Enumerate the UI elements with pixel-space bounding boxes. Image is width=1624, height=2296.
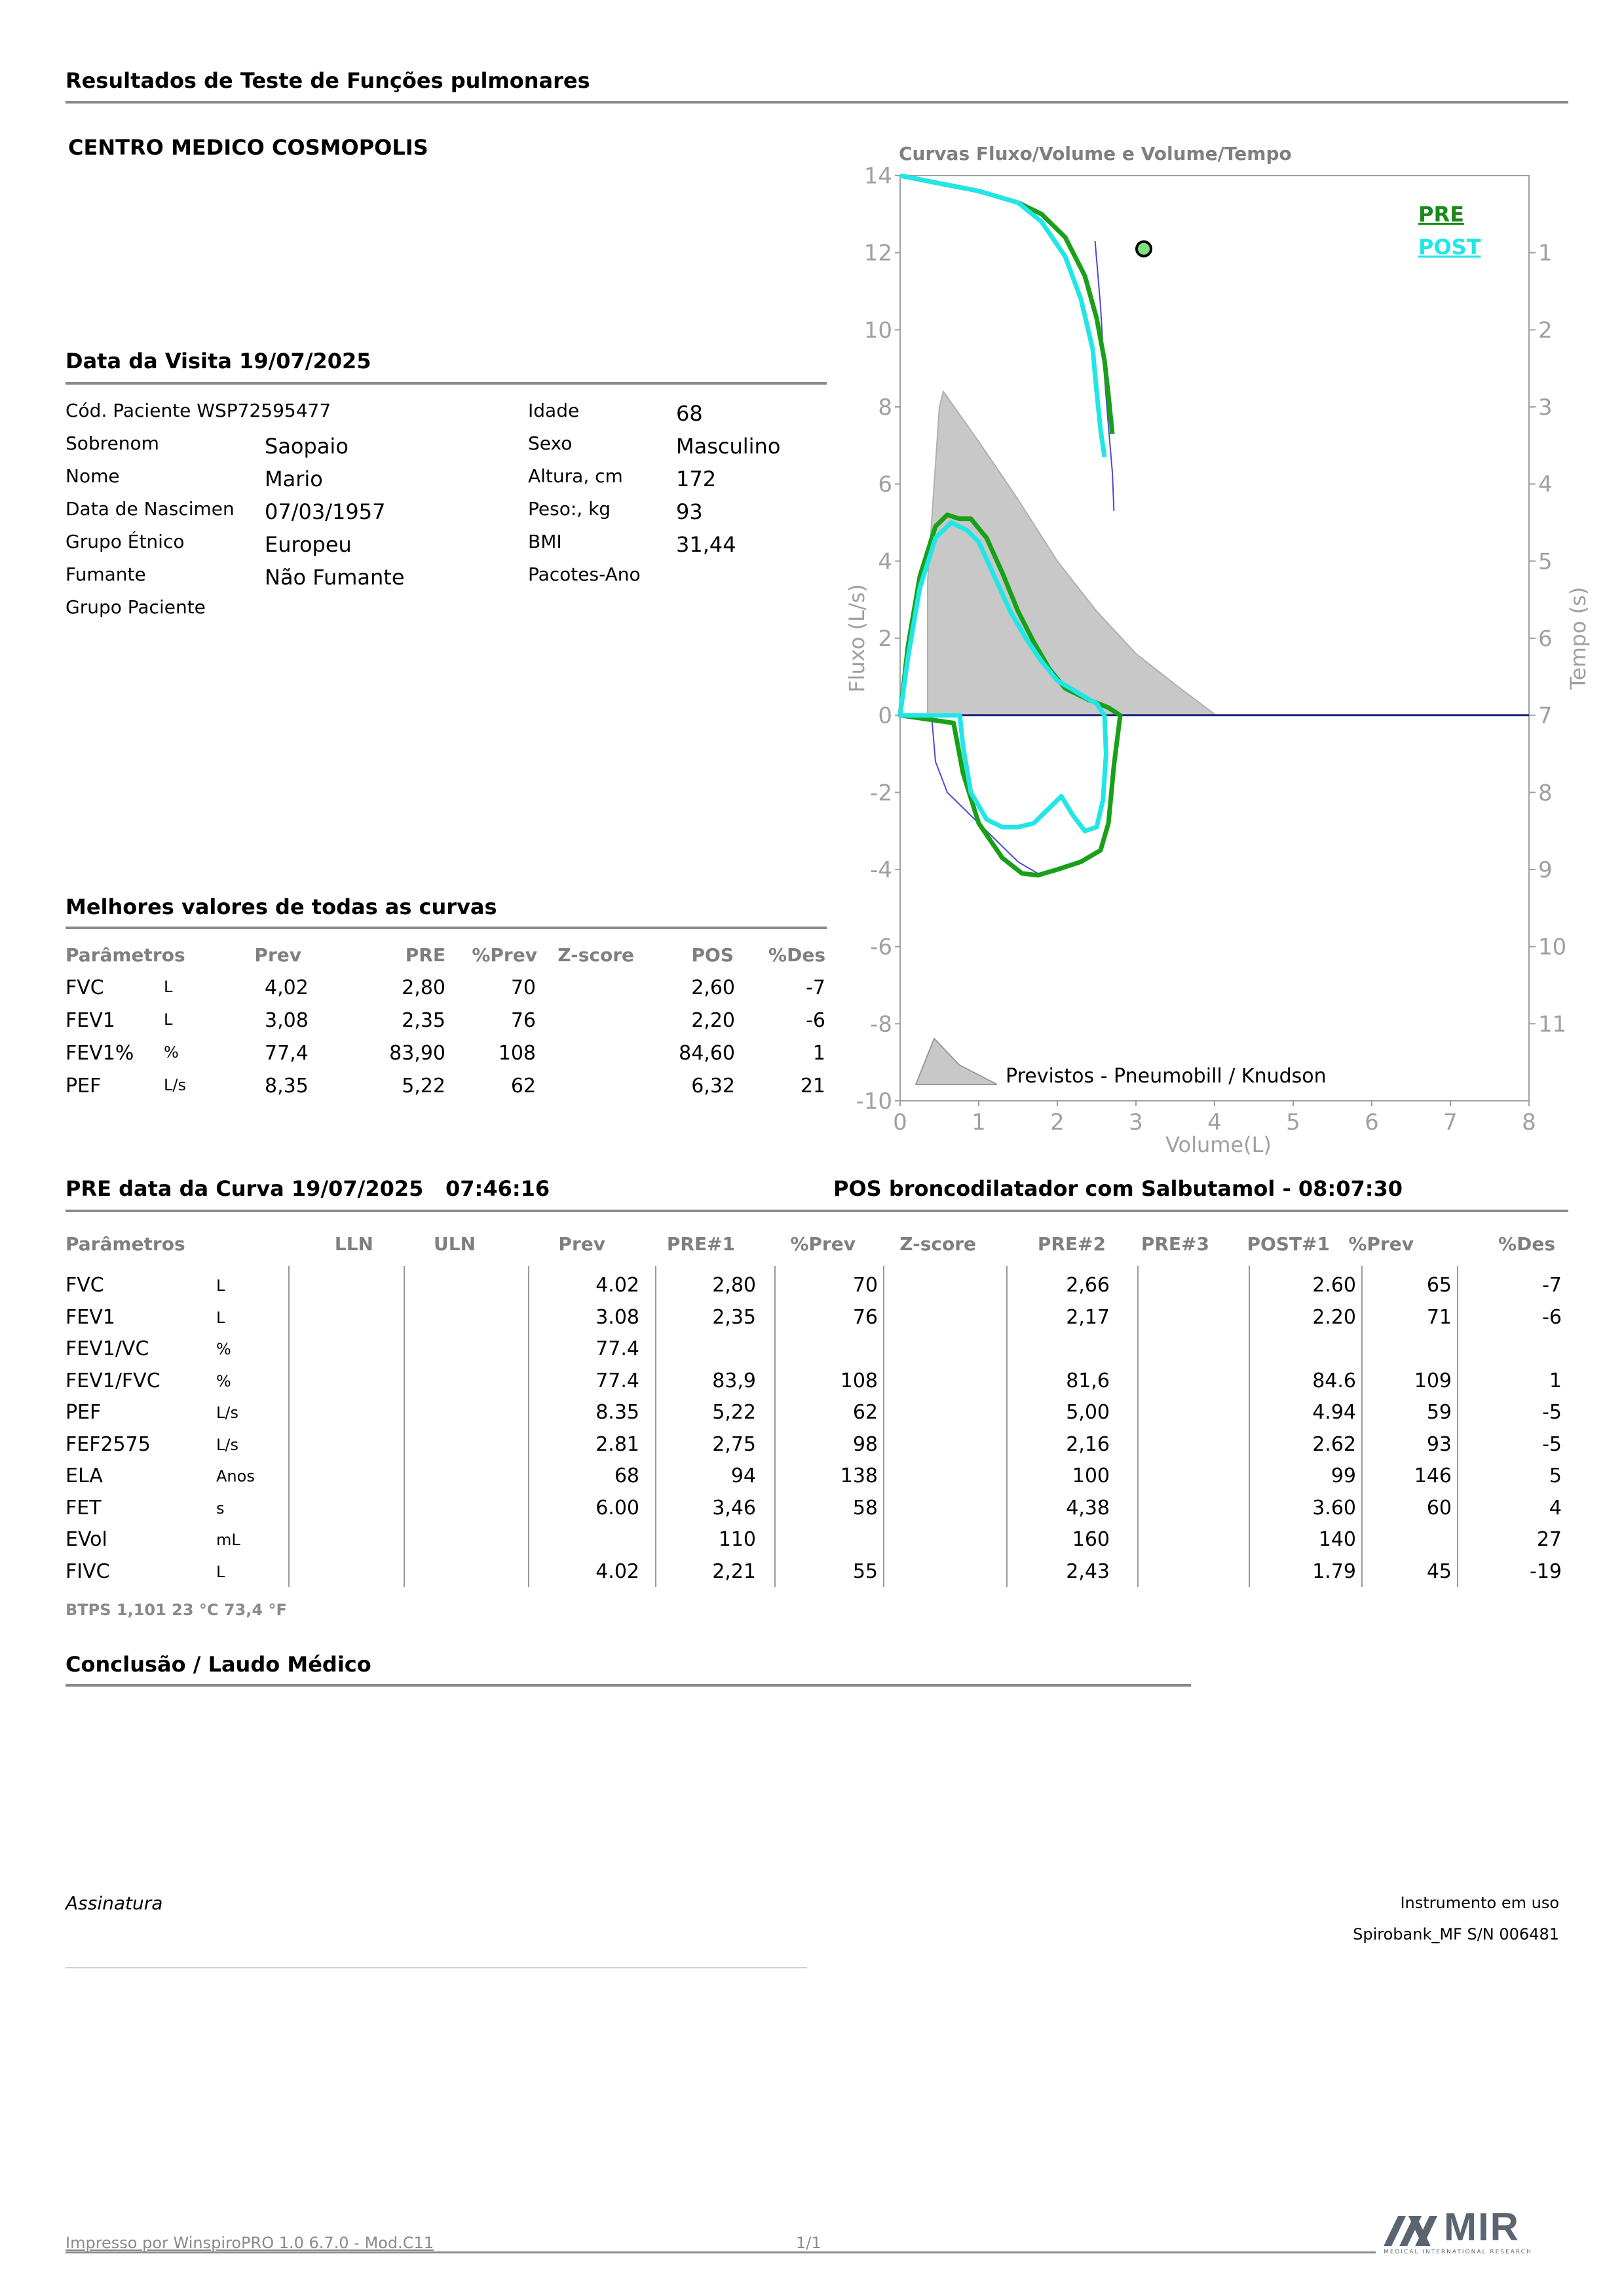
curve-unit: % [216, 1340, 231, 1358]
best-values-title: Melhores valores de todas as curvas [66, 894, 497, 919]
instrument-value: Spirobank_MF S/N 006481 [1353, 1925, 1559, 1943]
patient-field-value: Europeu [265, 532, 352, 557]
curve-cell: 140 [1318, 1528, 1356, 1551]
best-cell: 76 [510, 1009, 536, 1032]
footer-divider [66, 2251, 1376, 2253]
curve-param: EVol [66, 1528, 107, 1551]
curve-col-header: %Prev [790, 1233, 856, 1255]
predicted-legend-icon [916, 1039, 997, 1084]
curve-param: FEF2575 [66, 1432, 151, 1456]
curve-unit: L/s [216, 1435, 238, 1454]
patient-field-value: 172 [676, 467, 717, 491]
printed-by: Impresso por WinspiroPRO 1.0 6.7.0 - Mod.C11 [66, 2234, 434, 2252]
btps-info: BTPS 1,101 23 °C 73,4 °F [66, 1601, 287, 1619]
curve-param: FEV1/FVC [66, 1369, 161, 1392]
signature-line [66, 1967, 807, 1968]
curve-col-header: Parâmetros [66, 1233, 185, 1255]
y-tick-label: 10 [863, 317, 892, 344]
curve-cell: 138 [840, 1464, 878, 1487]
best-cell: 62 [510, 1075, 536, 1098]
y2-tick-label: 5 [1538, 548, 1553, 575]
curve-cell: 2,16 [1066, 1432, 1110, 1456]
patient-field-value: 93 [676, 499, 703, 524]
y-tick-label: -10 [856, 1088, 892, 1115]
curve-cell: 58 [852, 1496, 878, 1520]
curve-param: FIVC [66, 1559, 110, 1583]
curve-cell: 59 [1426, 1401, 1452, 1424]
curve-cell: 2,17 [1066, 1305, 1110, 1329]
curve-cell: 77.4 [595, 1337, 639, 1360]
curve-col-header: PRE#2 [1037, 1233, 1106, 1255]
curve-unit: % [216, 1371, 231, 1390]
curve-param: FET [66, 1496, 102, 1520]
best-values-divider [66, 927, 827, 929]
curve-col-header: %Prev [1348, 1233, 1414, 1255]
legend-post: POST [1418, 235, 1481, 259]
best-cell: 108 [498, 1042, 536, 1065]
patient-field-value: Mario [265, 467, 323, 491]
legend-pre: PRE [1418, 202, 1464, 227]
curve-col-header: Z-score [899, 1233, 976, 1255]
curve-cell: 4.02 [595, 1274, 639, 1297]
y2-tick-label: 10 [1538, 934, 1567, 961]
curve-cell: 81,6 [1066, 1369, 1110, 1392]
flow-volume-chart [844, 157, 1591, 1160]
best-cell: 2,60 [691, 976, 735, 999]
curve-cell: -7 [1542, 1274, 1562, 1297]
y2-tick-label: 11 [1538, 1011, 1567, 1038]
curve-unit: mL [216, 1531, 240, 1549]
curve-cell: 2,80 [712, 1274, 756, 1297]
best-unit: % [164, 1043, 179, 1062]
curve-col-header: PRE#1 [666, 1233, 735, 1255]
curve-cell: 2,75 [712, 1432, 756, 1456]
curve-unit: L [216, 1562, 225, 1581]
patient-field-value: 68 [676, 401, 703, 426]
chart-title: Curvas Fluxo/Volume e Volume/Tempo [899, 143, 1292, 164]
curve-cell: 2,35 [712, 1305, 756, 1329]
visit-title: Data da Visita 19/07/2025 [66, 349, 371, 373]
curve-col-header: %Des [1498, 1233, 1555, 1255]
curve-cell: 4 [1549, 1496, 1562, 1520]
best-cell: 5,22 [402, 1075, 445, 1098]
y2-tick-label: 4 [1538, 471, 1553, 498]
curve-cell: 3.60 [1312, 1496, 1356, 1520]
curve-col-header: Prev [558, 1233, 605, 1255]
patient-field-label: Pacotes-Ano [528, 564, 641, 585]
curve-cell: 2.20 [1312, 1305, 1356, 1329]
best-cell: 77,4 [265, 1042, 309, 1065]
patient-field-value: Masculino [676, 434, 781, 459]
signature-label: Assinatura [66, 1892, 163, 1914]
curve-cell: 83,9 [712, 1369, 756, 1392]
curve-cell: 4.94 [1312, 1401, 1356, 1424]
curve-cell: 1.79 [1312, 1559, 1356, 1583]
best-param: FVC [66, 976, 104, 999]
post-bronchodilator-title: POS broncodilatador com Salbutamol - 08:07:30 [833, 1176, 1403, 1201]
best-col-header: %Prev [472, 944, 537, 966]
curve-col-header: ULN [433, 1233, 476, 1255]
curve-cell: 5,22 [712, 1401, 756, 1424]
curve-cell: 160 [1072, 1528, 1110, 1551]
conclusion-title: Conclusão / Laudo Médico [66, 1652, 371, 1677]
mir-logo-icon [1384, 2212, 1449, 2249]
curve-col-header: LLN [334, 1233, 373, 1255]
curve-col-header: PRE#3 [1141, 1233, 1209, 1255]
curve-cell: 2,21 [712, 1559, 756, 1583]
y-tick-label: 4 [878, 548, 892, 575]
best-cell: -6 [806, 1009, 825, 1032]
best-cell: 6,32 [691, 1075, 735, 1098]
best-cell: 4,02 [265, 976, 309, 999]
patient-field-label: Fumante [66, 564, 146, 585]
patient-field-label: Data de Nascimen [66, 498, 235, 520]
best-cell: 70 [510, 976, 536, 999]
best-param: PEF [66, 1075, 102, 1098]
best-col-header: POS [691, 944, 734, 966]
best-cell: -7 [806, 976, 825, 999]
patient-field-label: Grupo Paciente [66, 596, 206, 618]
curve-cell: -6 [1542, 1305, 1562, 1329]
patient-field-label: Altura, cm [528, 465, 623, 487]
y-axis-label: Fluxo (L/s) [844, 584, 869, 693]
x-tick-label: 5 [1286, 1109, 1300, 1136]
curve-cell: 45 [1426, 1559, 1452, 1583]
x-tick-label: 7 [1443, 1109, 1458, 1136]
curve-unit: L [216, 1308, 225, 1327]
x-tick-label: 4 [1207, 1109, 1222, 1136]
x-tick-label: 3 [1129, 1109, 1143, 1136]
patient-field-label: Sobrenom [66, 432, 159, 454]
best-cell: 84,60 [679, 1042, 735, 1065]
conclusion-divider [66, 1684, 1191, 1687]
mir-logo-text: MIR [1444, 2205, 1520, 2249]
best-cell: 2,20 [691, 1009, 735, 1032]
curve-cell: 60 [1426, 1496, 1452, 1520]
y-tick-label: 12 [863, 240, 892, 267]
best-cell: 2,35 [402, 1009, 445, 1032]
y2-tick-label: 9 [1538, 857, 1553, 883]
best-col-header: %Des [768, 944, 825, 966]
curve-title: PRE data da Curva 19/07/2025 [66, 1176, 424, 1201]
best-col-header: Parâmetros [66, 944, 185, 966]
curve-cell: 4,38 [1066, 1496, 1110, 1520]
y-tick-label: -2 [870, 780, 892, 807]
instrument-label: Instrumento em uso [1400, 1894, 1559, 1912]
table-column-divider [1137, 1266, 1139, 1587]
header-divider [66, 101, 1568, 104]
patient-field-value: Não Fumante [265, 565, 405, 590]
curve-divider [66, 1210, 1568, 1212]
curve-param: ELA [66, 1464, 103, 1487]
curve-cell: 3,46 [712, 1496, 756, 1520]
predicted-legend-label: Previstos - Pneumobill / Knudson [1006, 1065, 1327, 1088]
curve-cell: -19 [1530, 1559, 1562, 1583]
curve-col-header: POST#1 [1247, 1233, 1330, 1255]
patient-field-label: BMI [528, 531, 562, 552]
best-cell: 2,80 [402, 976, 445, 999]
curve-param: FEV1 [66, 1305, 115, 1329]
page-number: 1/1 [796, 2234, 821, 2252]
x-tick-label: 6 [1365, 1109, 1379, 1136]
curve-cell: 70 [852, 1274, 878, 1297]
patient-field-label: Cód. Paciente WSP72595477 [66, 400, 331, 421]
curve-unit: s [216, 1499, 225, 1518]
y-tick-label: 0 [878, 702, 892, 729]
post-volume-time-curve [900, 176, 1105, 457]
curve-cell: 100 [1072, 1464, 1110, 1487]
y2-tick-label: 6 [1538, 626, 1553, 652]
curve-time: 07:46:16 [445, 1176, 550, 1201]
y2-tick-label: 1 [1538, 240, 1553, 267]
curve-cell: 27 [1536, 1528, 1562, 1551]
curve-cell: 93 [1426, 1432, 1452, 1456]
curve-cell: 146 [1414, 1464, 1452, 1487]
mir-logo-subtitle: MEDICAL INTERNATIONAL RESEARCH [1384, 2249, 1532, 2255]
curve-cell: 108 [840, 1369, 878, 1392]
best-cell: 8,35 [265, 1075, 309, 1098]
y-tick-label: -6 [870, 934, 892, 961]
curve-cell: 2.60 [1312, 1274, 1356, 1297]
curve-cell: 62 [852, 1401, 878, 1424]
best-unit: L [164, 1010, 173, 1029]
best-cell: 1 [812, 1042, 825, 1065]
x-tick-label: 2 [1050, 1109, 1065, 1136]
best-param: FEV1% [66, 1042, 134, 1065]
x-tick-label: 1 [972, 1109, 986, 1136]
y-tick-label: 8 [878, 394, 892, 421]
x-tick-label: 8 [1522, 1109, 1536, 1136]
best-unit: L/s [164, 1076, 186, 1094]
best-unit: L [164, 978, 173, 996]
curve-cell: -5 [1542, 1401, 1562, 1424]
curve-cell: 84.6 [1312, 1369, 1356, 1392]
table-column-divider [288, 1266, 290, 1587]
y2-axis-label: Tempo (s) [1566, 586, 1591, 690]
clinic-name: CENTRO MEDICO COSMOPOLIS [68, 135, 428, 160]
patient-field-label: Idade [528, 400, 580, 421]
curve-cell: 5,00 [1066, 1401, 1110, 1424]
curve-cell: 77.4 [595, 1369, 639, 1392]
best-col-header: Prev [254, 944, 301, 966]
curve-cell: 2,43 [1066, 1559, 1110, 1583]
curve-cell: 71 [1426, 1305, 1452, 1329]
y-tick-label: 2 [878, 626, 892, 652]
curve-cell: 109 [1414, 1369, 1452, 1392]
table-column-divider [883, 1266, 884, 1587]
x-tick-label: 0 [893, 1109, 907, 1136]
report-title: Resultados de Teste de Funções pulmonares [66, 68, 590, 93]
best-cell: 21 [800, 1075, 825, 1098]
patient-field-value: 07/03/1957 [265, 499, 386, 524]
best-cell: 3,08 [265, 1009, 309, 1032]
y2-tick-label: 3 [1538, 394, 1553, 421]
patient-field-value: 31,44 [676, 532, 736, 557]
end-marker [1137, 242, 1151, 256]
curve-cell: 76 [852, 1305, 878, 1329]
patient-field-value: Saopaio [265, 434, 349, 459]
curve-cell: 2.62 [1312, 1432, 1356, 1456]
visit-divider [66, 382, 827, 385]
y-tick-label: -4 [870, 857, 892, 883]
patient-field-label: Sexo [528, 432, 573, 454]
patient-field-label: Peso:, kg [528, 498, 611, 520]
curve-cell: 98 [852, 1432, 878, 1456]
curve-cell: 55 [852, 1559, 878, 1583]
best-param: FEV1 [66, 1009, 115, 1032]
curve-cell: 68 [614, 1464, 639, 1487]
curve-unit: L/s [216, 1404, 238, 1422]
curve-param: FVC [66, 1274, 104, 1297]
y-tick-label: -8 [870, 1011, 892, 1038]
blue-trace-inspiratory [932, 716, 1038, 873]
curve-cell: 4.02 [595, 1559, 639, 1583]
patient-field-label: Grupo Étnico [66, 531, 185, 552]
best-col-header: PRE [405, 944, 445, 966]
curve-unit: L [216, 1276, 225, 1295]
y2-tick-label: 7 [1538, 702, 1553, 729]
predicted-area [928, 392, 1216, 716]
curve-param: FEV1/VC [66, 1337, 149, 1360]
y-tick-label: 14 [863, 163, 892, 189]
curve-cell: 65 [1426, 1274, 1452, 1297]
curve-cell: 5 [1549, 1464, 1562, 1487]
y2-tick-label: 2 [1538, 317, 1553, 344]
curve-cell: 94 [730, 1464, 756, 1487]
curve-cell: 2,66 [1066, 1274, 1110, 1297]
curve-cell: 8.35 [595, 1401, 639, 1424]
mir-logo [1384, 2205, 1560, 2261]
curve-cell: 3.08 [595, 1305, 639, 1329]
best-cell: 83,90 [389, 1042, 445, 1065]
curve-cell: 6.00 [595, 1496, 639, 1520]
curve-param: PEF [66, 1401, 102, 1424]
curve-cell: 99 [1331, 1464, 1356, 1487]
table-column-divider [404, 1266, 405, 1587]
best-col-header: Z-score [557, 944, 634, 966]
x-axis-label: Volume(L) [1165, 1132, 1272, 1157]
curve-unit: Anos [216, 1467, 255, 1485]
y2-tick-label: 8 [1538, 780, 1553, 807]
patient-field-label: Nome [66, 465, 120, 487]
y-tick-label: 6 [878, 471, 892, 498]
curve-cell: -5 [1542, 1432, 1562, 1456]
curve-cell: 1 [1549, 1369, 1562, 1392]
curve-cell: 110 [718, 1528, 756, 1551]
curve-cell: 2.81 [595, 1432, 639, 1456]
